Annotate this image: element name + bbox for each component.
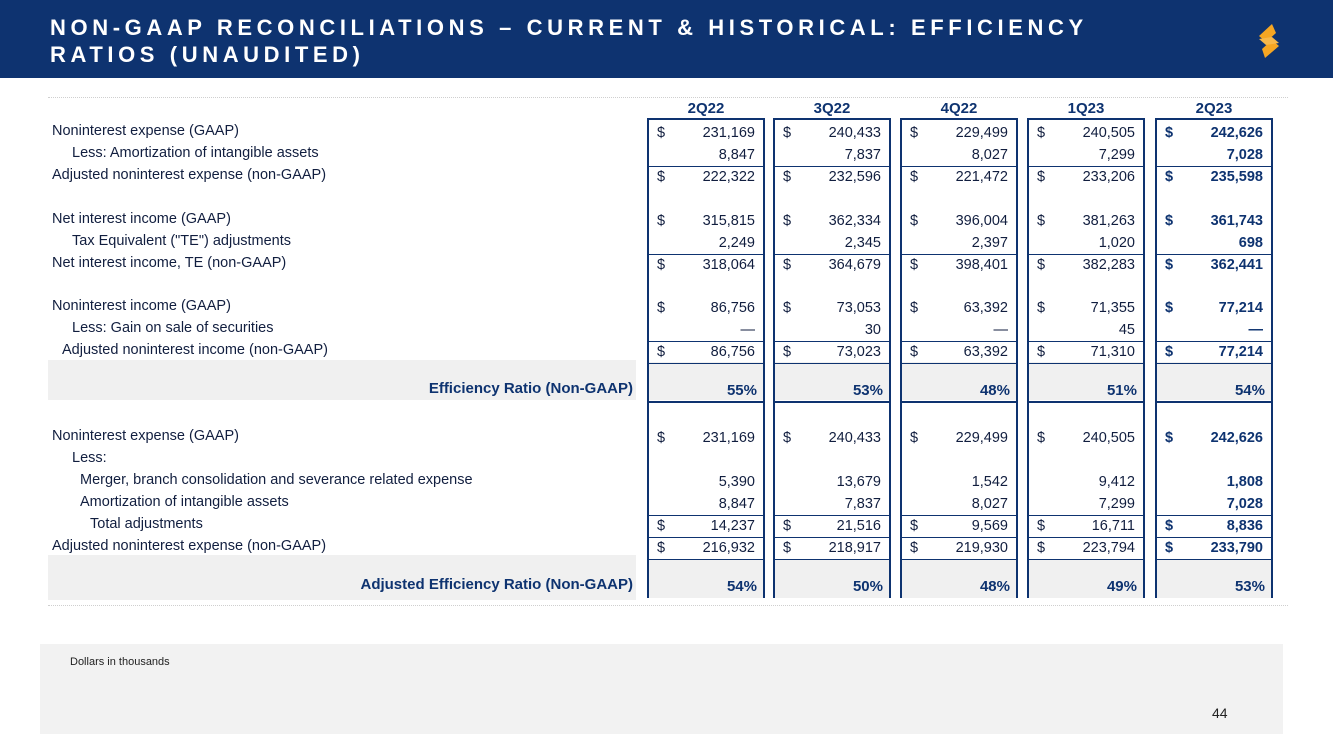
table-cell — [775, 122, 889, 144]
cell-value: 315,815 — [702, 213, 755, 229]
cell-value: 222,322 — [702, 169, 755, 185]
table-cell — [1029, 471, 1143, 493]
label-noninterest-expense-2: Noninterest expense (GAAP) — [52, 428, 239, 444]
table-cell — [902, 166, 1016, 188]
column-header: 4Q22 — [940, 100, 978, 117]
cell-value: 45 — [1118, 322, 1135, 338]
currency-symbol: $ — [783, 540, 792, 556]
cell-value: 235,598 — [1210, 169, 1263, 185]
footer-panel — [40, 644, 1283, 734]
table-cell — [775, 341, 889, 364]
label-total-adjustments: Total adjustments — [90, 516, 203, 532]
cell-value: 8,027 — [971, 496, 1008, 512]
table-cell — [1157, 210, 1271, 232]
cell-value: 231,169 — [702, 430, 755, 446]
cell-value: 364,679 — [828, 257, 881, 273]
table-cell — [649, 341, 763, 364]
label-adjusted-noninterest-income: Adjusted noninterest income (non-GAAP) — [62, 342, 328, 358]
table-cell — [902, 515, 1016, 538]
currency-symbol: $ — [657, 344, 666, 360]
table-cell — [1157, 144, 1271, 167]
cell-value: 396,004 — [955, 213, 1008, 229]
cell-value: 77,214 — [1218, 344, 1263, 360]
table-cell — [649, 297, 763, 319]
table-cell — [1029, 341, 1143, 364]
cell-value: — — [993, 322, 1008, 338]
section-divider — [1157, 401, 1271, 403]
cell-value: 8,847 — [718, 496, 755, 512]
currency-symbol: $ — [1165, 300, 1174, 316]
cell-value: 2,345 — [844, 235, 881, 251]
header-banner — [0, 0, 1333, 78]
table-cell — [1029, 319, 1143, 342]
cell-value: 2,249 — [718, 235, 755, 251]
table-cell — [902, 427, 1016, 449]
currency-symbol: $ — [657, 518, 666, 534]
cell-value: 7,837 — [844, 496, 881, 512]
footnote: Dollars in thousands — [70, 656, 170, 668]
cell-value: 1,808 — [1226, 474, 1263, 490]
cell-value: 77,214 — [1218, 300, 1263, 316]
currency-symbol: $ — [1165, 213, 1174, 229]
column-header: 3Q22 — [813, 100, 851, 117]
section-divider — [649, 401, 763, 403]
adjusted-efficiency-ratio-value: 49% — [1106, 578, 1137, 595]
bottom-dotted-rule — [48, 605, 1288, 606]
currency-symbol: $ — [1037, 169, 1046, 185]
cell-value: 16,711 — [1091, 518, 1135, 534]
cell-value: 240,505 — [1082, 430, 1135, 446]
currency-symbol: $ — [1165, 169, 1174, 185]
table-cell — [775, 254, 889, 276]
adjusted-efficiency-ratio-value: 53% — [1234, 578, 1265, 595]
table-cell — [649, 427, 763, 449]
currency-symbol: $ — [910, 125, 919, 141]
table-cell — [775, 537, 889, 560]
cell-value: 233,790 — [1210, 540, 1263, 556]
cell-value: 229,499 — [955, 430, 1008, 446]
cell-value: 218,917 — [828, 540, 881, 556]
currency-symbol: $ — [1165, 540, 1174, 556]
cell-value: 63,392 — [963, 344, 1008, 360]
table-cell — [649, 493, 763, 516]
cell-value: 7,028 — [1226, 147, 1263, 163]
column-2q22 — [647, 118, 765, 598]
table-cell — [1029, 210, 1143, 232]
table-cell — [649, 232, 763, 255]
adjusted-efficiency-ratio-value: 50% — [852, 578, 883, 595]
currency-symbol: $ — [910, 169, 919, 185]
table-cell — [902, 493, 1016, 516]
currency-symbol: $ — [657, 300, 666, 316]
currency-symbol: $ — [783, 125, 792, 141]
table-cell — [1029, 515, 1143, 538]
table-cell — [1029, 537, 1143, 560]
cell-value: 362,334 — [828, 213, 881, 229]
table-cell — [649, 471, 763, 493]
label-net-interest-income: Net interest income (GAAP) — [52, 211, 231, 227]
page-number: 44 — [1212, 705, 1228, 721]
table-cell — [1157, 232, 1271, 255]
cell-value: 242,626 — [1210, 430, 1263, 446]
efficiency-ratio-value: 53% — [852, 382, 883, 399]
company-logo-icon — [1252, 22, 1286, 60]
cell-value: 382,283 — [1082, 257, 1135, 273]
table-cell — [649, 319, 763, 342]
cell-value: 240,433 — [828, 125, 881, 141]
cell-value: 73,053 — [836, 300, 881, 316]
label-amortization: Less: Amortization of intangible assets — [72, 145, 319, 161]
adjusted-efficiency-ratio-value: 48% — [979, 578, 1010, 595]
table-cell — [775, 471, 889, 493]
cell-value: 231,169 — [702, 125, 755, 141]
label-noninterest-expense: Noninterest expense (GAAP) — [52, 123, 239, 139]
label-less: Less: — [72, 450, 107, 466]
section-divider — [775, 401, 889, 403]
cell-value: 8,847 — [718, 147, 755, 163]
cell-value: 221,472 — [955, 169, 1008, 185]
currency-symbol: $ — [783, 430, 792, 446]
table-cell — [775, 166, 889, 188]
section-divider — [1029, 401, 1143, 403]
label-noninterest-income: Noninterest income (GAAP) — [52, 298, 231, 314]
column-header: 2Q22 — [687, 100, 725, 117]
cell-value: 7,028 — [1226, 496, 1263, 512]
column-4q22 — [900, 118, 1018, 598]
table-cell — [649, 122, 763, 144]
table-cell — [775, 297, 889, 319]
table-cell — [775, 515, 889, 538]
currency-symbol: $ — [657, 430, 666, 446]
cell-value: 13,679 — [836, 474, 881, 490]
table-cell — [1157, 427, 1271, 449]
table-cell — [1029, 166, 1143, 188]
cell-value: 232,596 — [828, 169, 881, 185]
cell-value: 1,542 — [971, 474, 1008, 490]
currency-symbol: $ — [1037, 430, 1046, 446]
currency-symbol: $ — [1165, 344, 1174, 360]
table-cell — [1157, 493, 1271, 516]
adjusted-efficiency-ratio-value: 54% — [726, 578, 757, 595]
currency-symbol: $ — [910, 518, 919, 534]
cell-value: 73,023 — [836, 344, 881, 360]
table-cell — [1029, 232, 1143, 255]
table-cell — [1029, 254, 1143, 276]
cell-value: 240,433 — [828, 430, 881, 446]
cell-value: 86,756 — [710, 344, 755, 360]
table-cell — [649, 537, 763, 560]
table-cell — [775, 319, 889, 342]
label-te-adjustments: Tax Equivalent ("TE") adjustments — [72, 233, 292, 249]
currency-symbol: $ — [910, 344, 919, 360]
table-cell — [902, 144, 1016, 167]
currency-symbol: $ — [1165, 257, 1174, 273]
table-cell — [649, 254, 763, 276]
currency-symbol: $ — [783, 344, 792, 360]
currency-symbol: $ — [910, 300, 919, 316]
cell-value: 7,837 — [844, 147, 881, 163]
cell-value: 216,932 — [702, 540, 755, 556]
table-cell — [1029, 297, 1143, 319]
cell-value: 240,505 — [1082, 125, 1135, 141]
table-cell — [1157, 471, 1271, 493]
efficiency-ratio-value: 55% — [726, 382, 757, 399]
currency-symbol: $ — [1165, 518, 1174, 534]
currency-symbol: $ — [1165, 125, 1174, 141]
currency-symbol: $ — [910, 540, 919, 556]
table-cell — [649, 210, 763, 232]
label-efficiency-ratio: Efficiency Ratio (Non-GAAP) — [428, 380, 633, 397]
cell-value: 2,397 — [971, 235, 1008, 251]
table-cell — [1157, 254, 1271, 276]
table-cell — [775, 232, 889, 255]
currency-symbol: $ — [657, 125, 666, 141]
cell-value: 8,027 — [971, 147, 1008, 163]
table-cell — [902, 341, 1016, 364]
cell-value: 381,263 — [1082, 213, 1135, 229]
cell-value: — — [740, 322, 755, 338]
top-dotted-rule — [48, 97, 1288, 98]
currency-symbol: $ — [657, 540, 666, 556]
table-cell — [1029, 122, 1143, 144]
cell-value: 219,930 — [955, 540, 1008, 556]
cell-value: 362,441 — [1210, 257, 1263, 273]
label-net-interest-income-te: Net interest income, TE (non-GAAP) — [52, 255, 287, 271]
table-cell — [902, 232, 1016, 255]
table-cell — [902, 122, 1016, 144]
table-cell — [1029, 427, 1143, 449]
efficiency-ratio-value: 48% — [979, 382, 1010, 399]
currency-symbol: $ — [1165, 430, 1174, 446]
cell-value: 361,743 — [1210, 213, 1263, 229]
cell-value: 7,299 — [1098, 147, 1135, 163]
cell-value: 8,836 — [1226, 518, 1263, 534]
column-header: 2Q23 — [1195, 100, 1233, 117]
cell-value: 233,206 — [1082, 169, 1135, 185]
currency-symbol: $ — [657, 169, 666, 185]
table-cell — [649, 515, 763, 538]
cell-value: 229,499 — [955, 125, 1008, 141]
table-cell — [1157, 297, 1271, 319]
column-2q23 — [1155, 118, 1273, 598]
currency-symbol: $ — [657, 213, 666, 229]
column-3q22 — [773, 118, 891, 598]
table-cell — [1157, 319, 1271, 342]
cell-value: 318,064 — [702, 257, 755, 273]
currency-symbol: $ — [657, 257, 666, 273]
table-cell — [649, 144, 763, 167]
table-cell — [1157, 122, 1271, 144]
column-header: 1Q23 — [1067, 100, 1105, 117]
cell-value: 9,569 — [971, 518, 1008, 534]
cell-value: 63,392 — [963, 300, 1008, 316]
currency-symbol: $ — [910, 430, 919, 446]
cell-value: 30 — [864, 322, 881, 338]
table-cell — [1029, 493, 1143, 516]
table-cell — [1157, 341, 1271, 364]
table-cell — [902, 471, 1016, 493]
cell-value: 5,390 — [718, 474, 755, 490]
table-cell — [775, 210, 889, 232]
currency-symbol: $ — [783, 213, 792, 229]
table-cell — [1157, 515, 1271, 538]
table-cell — [902, 319, 1016, 342]
currency-symbol: $ — [910, 213, 919, 229]
cell-value: 223,794 — [1082, 540, 1135, 556]
cell-value: 7,299 — [1098, 496, 1135, 512]
table-cell — [1029, 144, 1143, 167]
efficiency-ratio-value: 51% — [1106, 382, 1137, 399]
currency-symbol: $ — [1037, 213, 1046, 229]
currency-symbol: $ — [1037, 300, 1046, 316]
table-cell — [902, 254, 1016, 276]
table-cell — [775, 144, 889, 167]
table-cell — [902, 297, 1016, 319]
currency-symbol: $ — [1037, 257, 1046, 273]
currency-symbol: $ — [1037, 125, 1046, 141]
cell-value: 21,516 — [836, 518, 881, 534]
label-merger-expense: Merger, branch consolidation and severance related expense — [80, 472, 473, 488]
table-cell — [649, 166, 763, 188]
label-amortization-2: Amortization of intangible assets — [80, 494, 289, 510]
section-divider — [902, 401, 1016, 403]
label-gain-on-sale: Less: Gain on sale of securities — [72, 320, 274, 336]
table-cell — [775, 427, 889, 449]
cell-value: 242,626 — [1210, 125, 1263, 141]
currency-symbol: $ — [783, 300, 792, 316]
currency-symbol: $ — [1037, 540, 1046, 556]
label-adjusted-efficiency-ratio: Adjusted Efficiency Ratio (Non-GAAP) — [360, 576, 633, 593]
cell-value: 71,310 — [1090, 344, 1135, 360]
currency-symbol: $ — [783, 518, 792, 534]
cell-value: 14,237 — [710, 518, 755, 534]
currency-symbol: $ — [1037, 518, 1046, 534]
efficiency-ratio-value: 54% — [1234, 382, 1265, 399]
currency-symbol: $ — [1037, 344, 1046, 360]
table-cell — [1157, 166, 1271, 188]
cell-value: 698 — [1238, 235, 1263, 251]
cell-value: — — [1248, 322, 1263, 338]
label-adjusted-noninterest-expense-2: Adjusted noninterest expense (non-GAAP) — [52, 538, 327, 554]
page-title: NON-GAAP RECONCILIATIONS – CURRENT & HISTORICAL: EFFICIENCY RATIOS (UNAUDITED) — [50, 15, 1088, 67]
cell-value: 1,020 — [1098, 235, 1135, 251]
cell-value: 398,401 — [955, 257, 1008, 273]
table-cell — [1157, 537, 1271, 560]
currency-symbol: $ — [910, 257, 919, 273]
table-cell — [775, 493, 889, 516]
label-adjusted-noninterest-expense: Adjusted noninterest expense (non-GAAP) — [52, 167, 327, 183]
table-cell — [902, 537, 1016, 560]
cell-value: 9,412 — [1098, 474, 1135, 490]
table-cell — [902, 210, 1016, 232]
currency-symbol: $ — [783, 169, 792, 185]
cell-value: 86,756 — [710, 300, 755, 316]
cell-value: 71,355 — [1090, 300, 1135, 316]
column-1q23 — [1027, 118, 1145, 598]
currency-symbol: $ — [783, 257, 792, 273]
